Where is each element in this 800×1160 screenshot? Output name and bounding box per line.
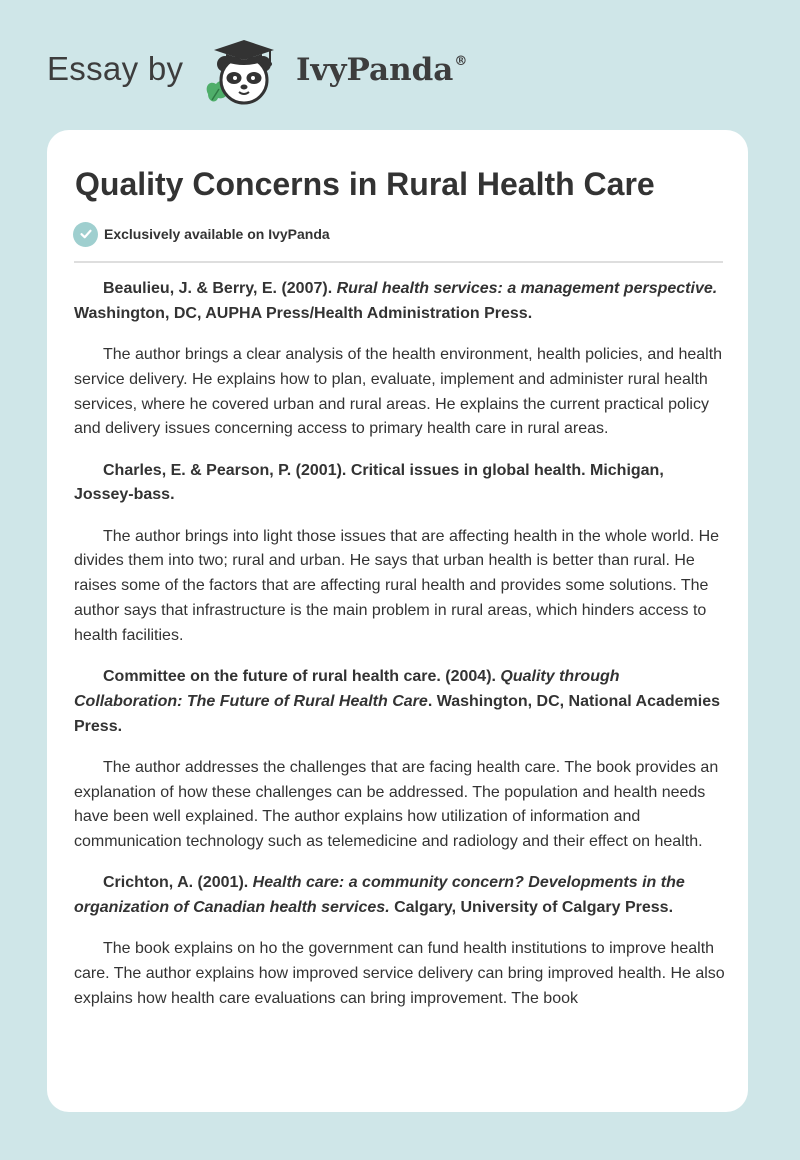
brand-prefix: Essay by — [47, 50, 184, 87]
reference-citation: Charles, E. & Pearson, P. (2001). Critical issues in global health. Michigan, Jossey-bass. — [74, 461, 664, 504]
registered-mark: ® — [454, 54, 468, 69]
reference-summary: The book explains on ho the government can fund health institutions to improve health care. The author explains how improved service delivery can bring improved health. He also explains how health care evaluations can bring improvement. The book — [74, 940, 725, 1007]
reference-summary: The author brings into light those issues that are affecting health in the whole world. He divides them into two; rural and urban. He says that urban health is better than rural. He raises some of the factors that are affecting rural health and provides some solutions. The author says that infrastructure is the main problem in rural areas, which hinders access to health facilities. — [74, 527, 720, 644]
divider — [74, 261, 723, 263]
check-badge-icon — [73, 222, 98, 247]
brand-name: IvyPanda® — [296, 52, 468, 88]
reference-citation: Committee on the future of rural health care. (2004). Quality through Collaboration: The Future of Rural Health Care. Washington, DC, National Academies Press. — [74, 667, 720, 735]
reference-summary: The author brings a clear analysis of the health environment, health policies, and health service delivery. He explains how to plan, evaluate, implement and administer rural health services, where he covered urban and rural areas. He explains the current practical policy and delivery issues concerning access to primary health care in rural areas. — [74, 345, 723, 438]
exclusive-badge — [73, 221, 330, 247]
reference-citation: Beaulieu, J. & Berry, E. (2007). Rural health services: a management perspective. Washington, DC, AUPHA Press/Health Administration Press. — [74, 280, 718, 322]
article-body — [74, 277, 726, 1028]
page-title: Quality Concerns in Rural Health Care — [75, 166, 655, 202]
exclusive-label: Exclusively available on IvyPanda — [104, 226, 330, 242]
article-card — [47, 130, 748, 1112]
reference-summary: The author addresses the challenges that are facing health care. The book provides an explanation of how these challenges can be addressed. The population and health needs have been well explained. The author explains how utilization of information and communication technology such as telemedicine and radiology and their effect on health. — [74, 758, 719, 851]
panda-graduate-icon — [202, 34, 294, 110]
reference-citation: Crichton, A. (2001). Health care: a community concern? Developments in the organization of Canadian health services. Calgary, University of Calgary Press. — [74, 874, 685, 917]
site-header — [0, 0, 800, 130]
